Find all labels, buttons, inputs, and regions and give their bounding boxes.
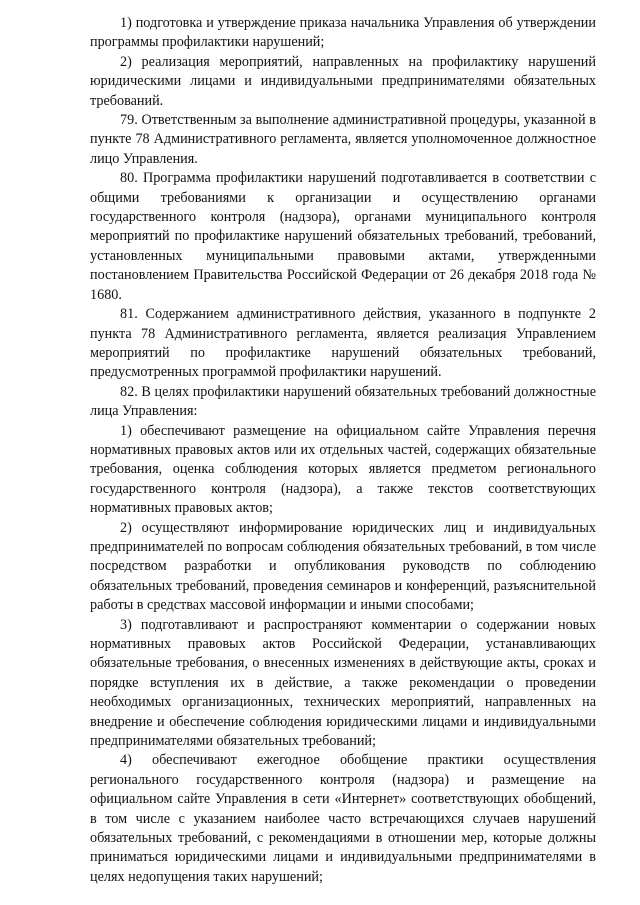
paragraph-82-item-2: 2) осуществляют информирование юридических лиц и индивидуальных предпринимателей по вопросам соблюдения обязательных требований, в том числе посредством разработки и опубликования руководств по соблюдению обязательных требований, проведения семинаров и конференций, разъяснительной работы в средствах массовой информации и иными способами; [90,519,596,614]
paragraph-81: 81. Содержанием административного действия, указанного в подпункте 2 пункта 78 Административного регламента, является реализация Управлением мероприятий по профилактике нарушений обязательных требований, предусмотренных программой профилактики нарушений. [90,306,596,381]
paragraph-1-preparation-order: 1) подготовка и утверждение приказа начальника Управления об утверждении программы профилактики нарушений; [90,15,596,51]
document-page [90,14,596,887]
paragraph-82-item-1: 1) обеспечивают размещение на официальном сайте Управления перечня нормативных правовых актов или их отдельных частей, содержащих обязательные требования, оценка соблюдения которых является предметом регионального государственного контроля (надзора), а также текстов соответствующих нормативных правовых актов; [90,422,596,517]
paragraph-80: 80. Программа профилактики нарушений подготавливается в соответствии с общими требованиями к организации и осуществлению органами государственного контроля (надзора), органами муниципального контроля мероприятий по профилактике нарушений обязательных требований, требований, установленных муниципальными правовыми актами, утвержденными постановлением Правительства Российской Федерации от 26 декабря 2018 года № 1680. [90,170,596,303]
paragraph-79: 79. Ответственным за выполнение административной процедуры, указанной в пункте 78 Административного регламента, является уполномоченное должностное лицо Управления. [90,112,596,167]
paragraph-2-implementation: 2) реализация мероприятий, направленных на профилактику нарушений юридическими лицами и индивидуальными предпринимателями обязательных требований. [90,53,596,109]
paragraph-82-item-3: 3) подготавливают и распространяют комментарии о содержании новых нормативных правовых актов Российской Федерации, устанавливающих обязательные требования, о внесенных изменениях в действующие акты, сроках и порядке вступления их в действие, а также рекомендации о проведении необходимых организационных, технических мероприятий, направленных на внедрение и обеспечение соблюдения юридическими лицами и индивидуальными предпринимателями обязательных требований; [90,616,596,750]
paragraph-82-item-4: 4) обеспечивают ежегодное обобщение практики осуществления регионального государственного контроля (надзора) и размещение на официальном сайте Управления в сети «Интернет» соответствующих обобщений, в том числе с указанием наиболее часто встречающихся случаев нарушений обязательных требований, с рекомендациями в отношении мер, которые должны приниматься юридическими лицами и индивидуальными предпринимателями в целях недопущения таких нарушений; [90,752,596,885]
paragraph-82: 82. В целях профилактики нарушений обязательных требований должностные лица Управления: [90,383,596,420]
